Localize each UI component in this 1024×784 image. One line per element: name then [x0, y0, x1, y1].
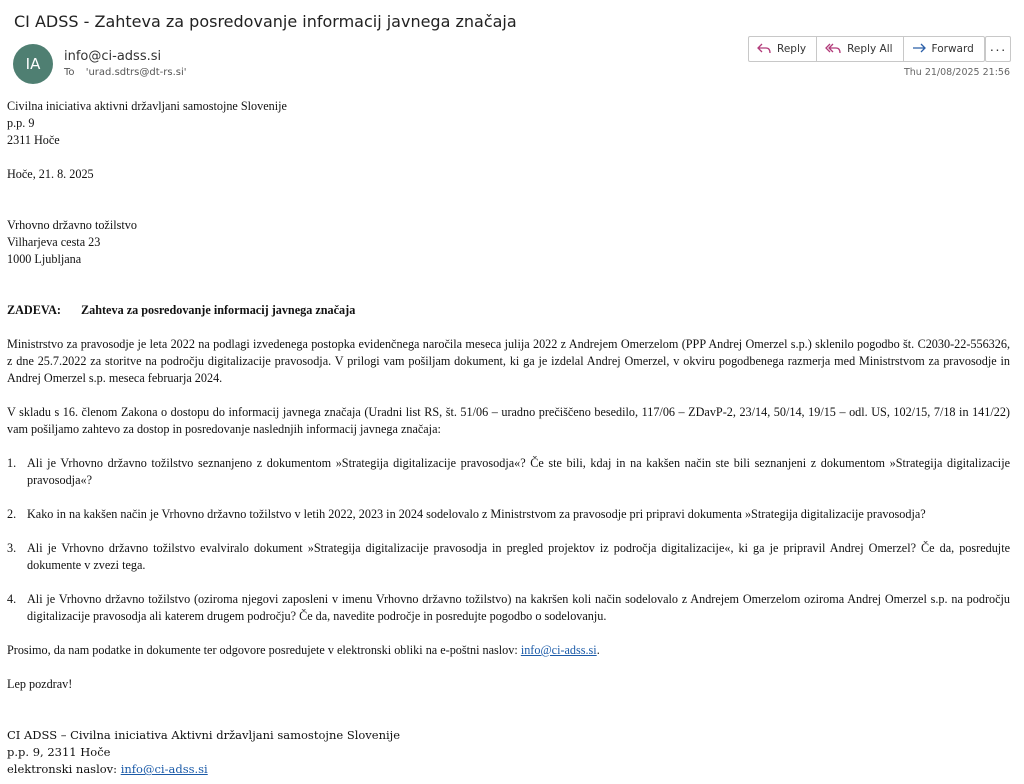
reply-button[interactable] — [748, 36, 817, 62]
list-number: 4. — [7, 592, 17, 606]
list-item — [7, 591, 1010, 625]
signature-line: p.p. 9, 2311 Hoče — [7, 745, 111, 759]
signature-email-label: elektronski naslov: — [7, 762, 121, 776]
paragraph-legal: V skladu s 16. členom Zakona o dostopu do informacij javnega značaja (Uradni list RS, št. 51/06 – uradno prečiščeno besedilo, 117/06 – ZDavP-2, 23/14, 50/14, 19/15 – odl. US, 102/15, 7/18 in 141/22) vam pošiljamo zahtevo za dostop in posredovanje naslednjih informacij javnega značaja: — [7, 405, 1010, 436]
recipient-line — [64, 67, 187, 78]
list-item — [7, 506, 1010, 523]
sender-address[interactable]: info@ci-adss.si — [64, 49, 162, 64]
recipient-address-line: 1000 Ljubljana — [7, 252, 82, 266]
reply-all-button[interactable] — [816, 36, 903, 62]
signature-line — [7, 761, 1010, 778]
list-text: Ali je Vrhovno državno tožilstvo seznanjeno z dokumentom »Strategija digitalizacije pravosodja«? Če ste bili, kdaj in na kakšen način ste bili seznanjeni z dokumentom »Strategija digitalizacije pravosodja«? — [27, 456, 1010, 487]
paragraph-intro: Ministrstvo za pravosodje je leta 2022 na podlagi izvedenega postopka evidenčnega naročila meseca julija 2022 z Andrejem Omerzelom (PPP Andrej Omerzel s.p.) sklenilo pogodbo št. C2030-22-556326, z dne 25.7.2022 za storitve na področju digitalizacije pravosodja. V prilogi vam pošiljam dokument, ki ga je izdelal Andrej Omerzel, v okviru pogodbenega razmerja med Ministrstvom za pravosodje in Andrej Omerzel s.p. meseca februarja 2024. — [7, 337, 1010, 385]
subject-text: Zahteva za posredovanje informacij javnega značaja — [81, 303, 356, 317]
recipient-address[interactable]: 'urad.sdtrs@dt-rs.si' — [85, 67, 187, 78]
closing-paragraph — [7, 642, 1010, 659]
message-timestamp: Thu 21/08/2025 21:56 — [903, 67, 1010, 78]
to-label: To — [64, 67, 75, 78]
email-body — [7, 98, 1010, 778]
forward-label: Forward — [931, 43, 974, 55]
reply-all-label: Reply All — [847, 43, 893, 55]
sender-address-line: p.p. 9 — [7, 116, 35, 130]
place-date: Hoče, 21. 8. 2025 — [7, 167, 94, 181]
list-number: 2. — [7, 507, 17, 521]
closing-end: . — [596, 643, 600, 657]
reply-icon — [757, 43, 771, 55]
sender-address-line: Civilna iniciativa aktivni državljani samostojne Slovenije — [7, 99, 287, 113]
email-link[interactable]: info@ci-adss.si — [520, 643, 597, 657]
message-actions — [748, 36, 985, 62]
reply-label: Reply — [777, 43, 807, 55]
signature-line: CI ADSS – Civilna iniciativa Aktivni državljani samostojne Slovenije — [7, 728, 401, 742]
recipient-address-line: Vrhovno državno tožilstvo — [7, 218, 137, 232]
more-options-button[interactable]: ··· — [985, 36, 1011, 62]
closing-text: Prosimo, da nam podatke in dokumente ter odgovore posredujete v elektronski obliki na e-poštni naslov: — [7, 643, 521, 657]
signature-email-link[interactable]: info@ci-adss.si — [120, 762, 208, 776]
forward-icon — [912, 43, 926, 55]
reply-all-icon — [825, 43, 841, 55]
sender-avatar: IA — [13, 44, 53, 84]
sender-address-line: 2311 Hoče — [7, 133, 60, 147]
list-text: Kako in na kakšen način je Vrhovno državno tožilstvo v letih 2022, 2023 in 2024 sodelovalo z Ministrstvom za pravosodje pri pripravi dokumenta »Strategija digitalizacije pravosodja? — [27, 507, 926, 521]
recipient-address-line: Vilharjeva cesta 23 — [7, 235, 101, 249]
list-item — [7, 540, 1010, 574]
subject-label: ZADEVA: — [7, 303, 61, 317]
subject-line — [7, 302, 1010, 319]
question-list — [7, 455, 1010, 625]
list-number: 1. — [7, 456, 17, 470]
list-text: Ali je Vrhovno državno tožilstvo evalviralo dokument »Strategija digitalizacije pravosodja in pregled projektov iz področja digitalizacije«, ki ga je pripravil Andrej Omerzel? Če da, posredujte dokumente v zvezi tega. — [27, 541, 1010, 572]
greeting: Lep pozdrav! — [7, 677, 73, 691]
list-item — [7, 455, 1010, 489]
list-text: Ali je Vrhovno državno tožilstvo (oziroma njegovi zaposleni v imenu Vrhovno državno tožilstvo) na kakršen koli način sodelovalo z Andrejem Omerzelom oziroma Andrej Omerzel s.p. na področju digitalizacije pravosodja ali katerem drugem področju? Če da, navedite področje in posredujte pogodbo o sodelovanju. — [27, 592, 1010, 623]
forward-button[interactable] — [903, 36, 985, 62]
list-number: 3. — [7, 541, 17, 555]
email-subject: CI ADSS - Zahteva za posredovanje informacij javnega značaja — [14, 12, 517, 31]
